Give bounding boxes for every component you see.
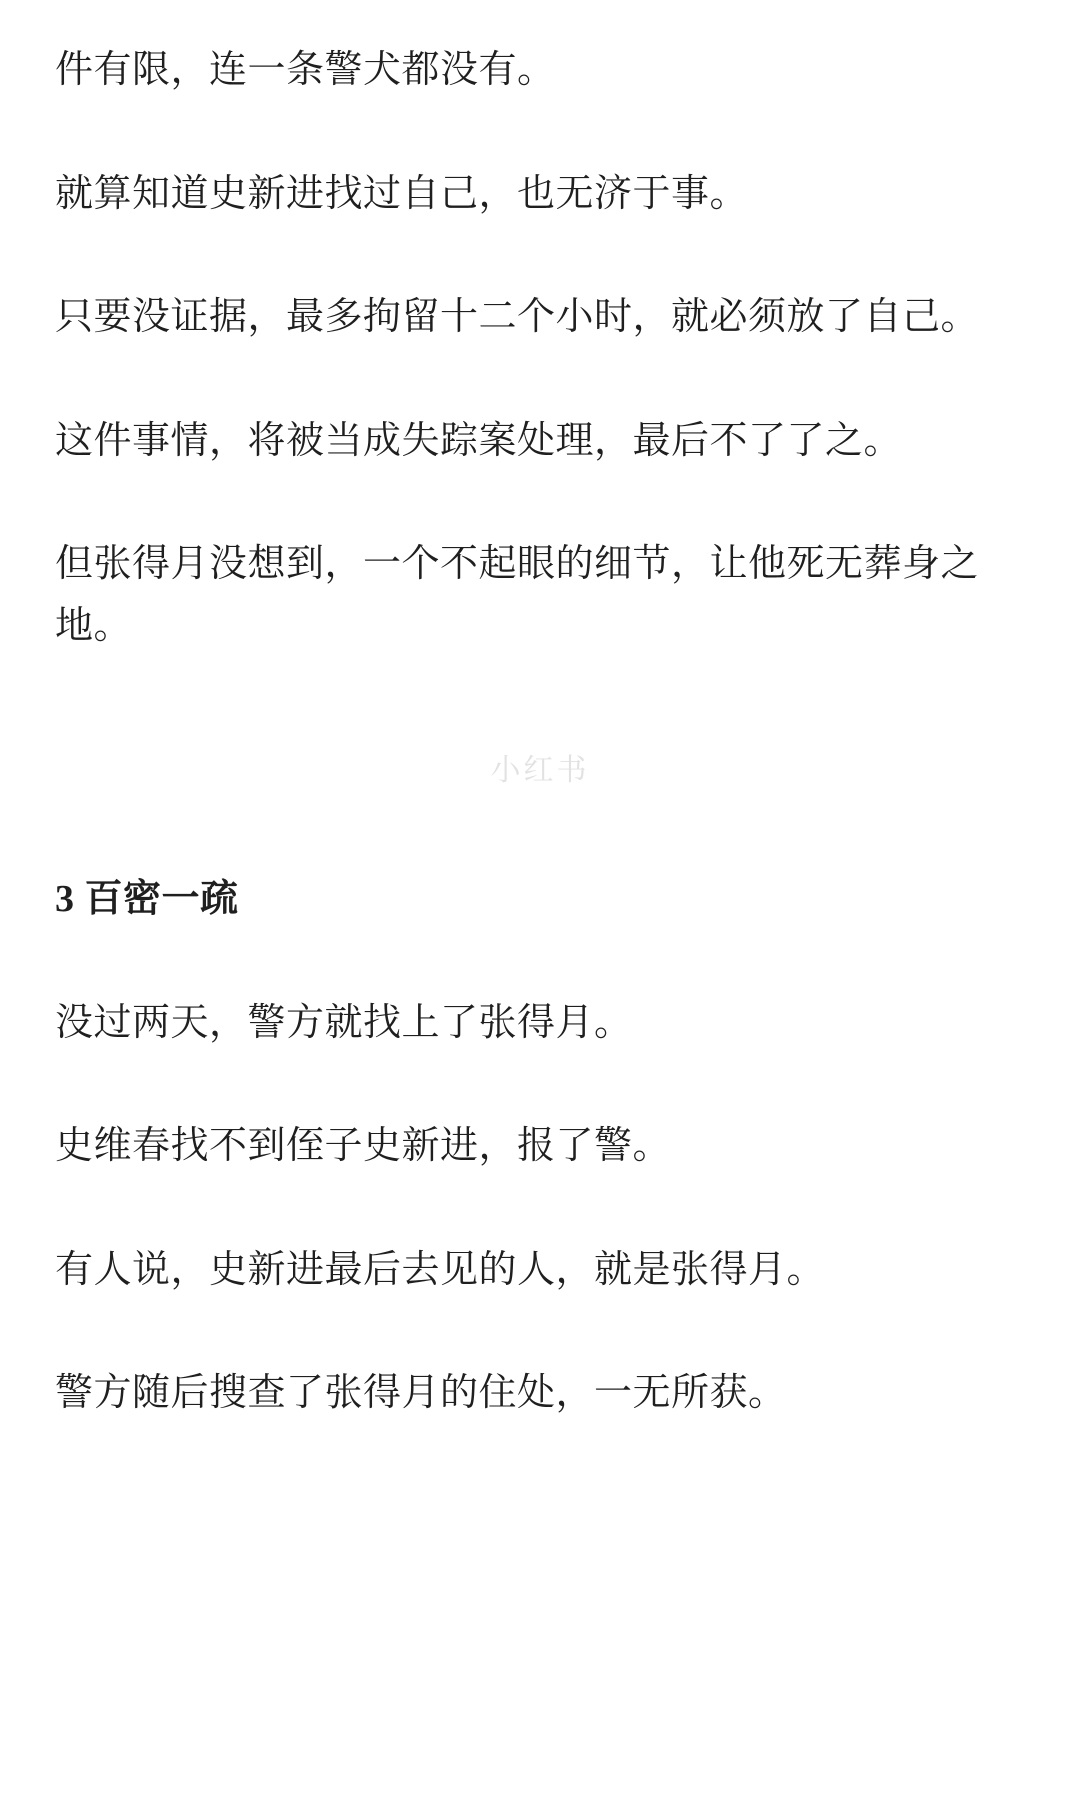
paragraph: 就算知道史新进找过自己，也无济于事。 xyxy=(55,172,749,215)
watermark-label: 小红书 xyxy=(490,754,590,787)
paragraph: 没过两天，警方就找上了张得月。 xyxy=(55,1001,633,1044)
paragraph: 警方随后搜查了张得月的住处，一无所获。 xyxy=(55,1372,787,1415)
paragraph: 但张得月没想到，一个不起眼的细节，让他死无葬身之地。 xyxy=(55,543,980,647)
section-heading: 3 百密一疏 xyxy=(55,878,239,921)
paragraph: 件有限，连一条警犬都没有。 xyxy=(55,49,556,91)
paragraph: 有人说，史新进最后去见的人，就是张得月。 xyxy=(55,1248,826,1291)
paragraph: 史维春找不到侄子史新进，报了警。 xyxy=(55,1125,672,1168)
paragraph: 这件事情，将被当成失踪案处理，最后不了了之。 xyxy=(55,419,903,462)
section-spacer xyxy=(55,719,1025,869)
paragraph: 只要没证据，最多拘留十二个小时，就必须放了自己。 xyxy=(55,296,980,339)
